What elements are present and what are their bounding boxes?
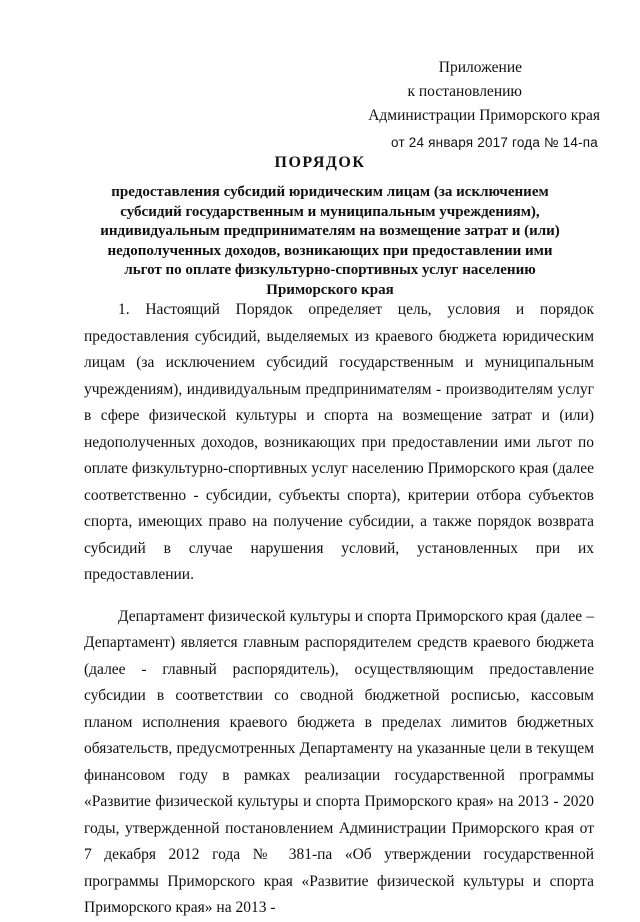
appendix-header [320,56,600,155]
document-title: ПОРЯДОК [274,154,366,171]
paragraph-1: 1. Настоящий Порядок определяет цель, условия и порядок предоставления субсидий, выделяемых из краевого бюджета юридическим лицам (за исключением субсидий государственным и муниципальным учреждениям), индивидуальным предпринимателям - производителям услуг в сфере физической культуры и спорта на возмещение затрат и (или) недополученных доходов, возникающих при предоставлении ими льгот по оплате физкультурно-спортивных услуг населению Приморского края (далее соответственно - субсидии, субъекты спорта), критерии отбора субъектов спорта, имеющих право на получение субсидии, а также порядок возврата субсидий в случае нарушения условий, установленных при их предоставлении. [84,301,594,583]
resolution-ref: к постановлению [407,83,522,100]
paragraph-2: Департамент физической культуры и спорта Приморского края (далее – Департамент) является главным распорядителем средств краевого бюджета (далее - главный распорядитель), осуществляющим предоставление субсидии в соответствии со сводной бюджетной росписью, кассовым планом исполнения краевого бюджета в пределах лимитов бюджетных обязательств, предусмотренных Департаменту на указанные цели в текущем финансовом году в рамках реализации государственной программы «Развитие физической культуры и спорта Приморского края» на 2013 - 2020 годы, утвержденной постановлением Администрации Приморского края от 7 декабря 2012 года № 381-па «Об утверждении государственной программы Приморского края «Развитие физической культуры и спорта Приморского края» на 2013 - [84,607,594,916]
appendix-label: Приложение [438,59,522,76]
document-body [84,297,594,922]
resolution-date-number: от 24 января 2017 года № 14-па [391,135,598,150]
document-subtitle: предоставления субсидий юридическим лицам (за исключением субсидий государственным и муниципальным учреждениям), индивидуальным предпринимателям на возмещение затрат и (или) недополученных доходов, возникающих при предоставлении ими льгот по оплате физкультурно-спортивных услуг населению Приморского края [100,184,560,298]
issuing-authority: Администрации Приморского края [368,107,600,124]
